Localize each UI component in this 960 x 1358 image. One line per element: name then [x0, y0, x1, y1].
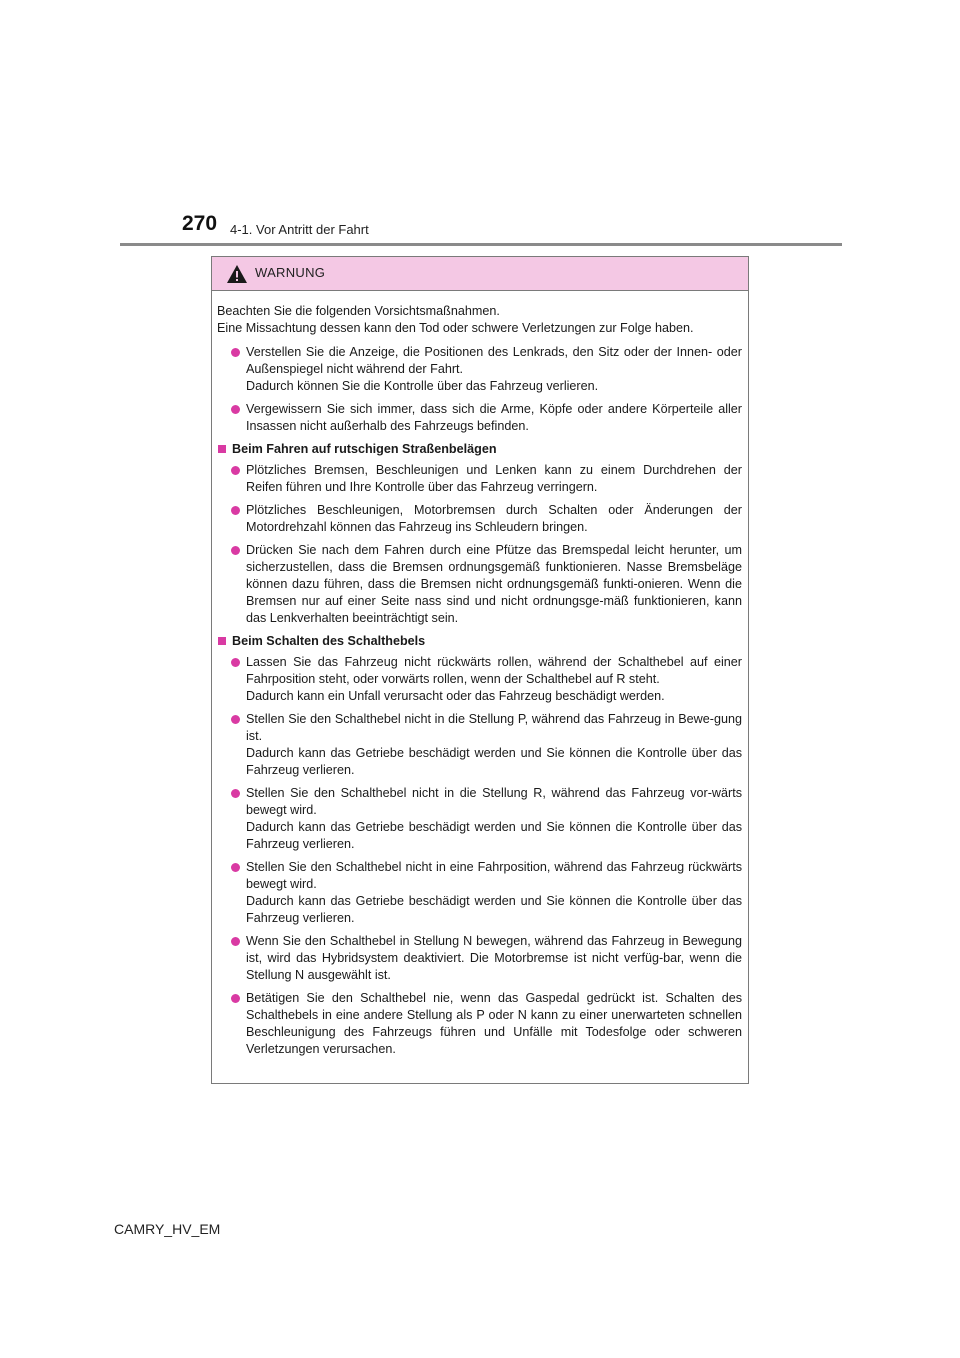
- bullet-dot-icon: [231, 863, 240, 872]
- warning-intro: [217, 303, 742, 337]
- bullet-text: Stellen Sie den Schalthebel nicht in die Stellung P, während das Fahrzeug in Bewe-gung ist.: [246, 712, 742, 743]
- subsection-heading: [217, 633, 742, 650]
- bullet-text: Stellen Sie den Schalthebel nicht in die Stellung R, während das Fahrzeug vor-wärts bewegt wird.: [246, 786, 742, 817]
- bullet-text: Vergewissern Sie sich immer, dass sich die Arme, Köpfe oder andere Körperteile aller Insassen nicht außerhalb des Fahrzeugs befinden.: [246, 402, 742, 433]
- page-header: [182, 212, 882, 242]
- bullet-dot-icon: [231, 405, 240, 414]
- list-item: [217, 933, 742, 984]
- warning-body: [212, 291, 748, 1058]
- subsection-heading-text: Beim Schalten des Schalthebels: [232, 634, 426, 648]
- intro-line: Eine Missachtung dessen kann den Tod oder schwere Verletzungen zur Folge haben.: [217, 321, 694, 335]
- intro-line: Beachten Sie die folgenden Vorsichtsmaßnahmen.: [217, 304, 500, 318]
- bullet-text: Verstellen Sie die Anzeige, die Positionen des Lenkrads, den Sitz oder der Innen- oder Außenspiegel nicht während der Fahrt.: [246, 345, 742, 376]
- bullet-dot-icon: [231, 994, 240, 1003]
- bullet-text: Dadurch können Sie die Kontrolle über das Fahrzeug verlieren.: [246, 379, 599, 393]
- warning-box: [211, 256, 749, 1084]
- bullet-text: Dadurch kann ein Unfall verursacht oder das Fahrzeug beschädigt werden.: [246, 689, 665, 703]
- bullet-dot-icon: [231, 658, 240, 667]
- bullet-text: Wenn Sie den Schalthebel in Stellung N bewegen, während das Fahrzeug in Bewegung ist, wird das Hybridsystem deaktiviert. Die Motorbremse ist nicht verfüg-bar, wenn die Stellung N ausgewählt ist.: [246, 934, 742, 982]
- header-rule: [120, 243, 842, 246]
- bullet-text: Plötzliches Bremsen, Beschleunigen und Lenken kann zu einem Durchdrehen der Reifen führen und Ihre Kontrolle über das Fahrzeug verringern.: [246, 463, 742, 494]
- section-title: 4-1. Vor Antritt der Fahrt: [230, 222, 369, 237]
- bullet-text: Betätigen Sie den Schalthebel nie, wenn das Gaspedal gedrückt ist. Schalten des Schalthebels in eine andere Stellung als P oder N kann zu einer unerwarteten schnellen Beschleunigung des Fahrzeugs führen und Unfälle mit Todesfolge oder schweren Verletzungen verursachen.: [246, 991, 742, 1056]
- subsection-heading-text: Beim Fahren auf rutschigen Straßenbelägen: [232, 442, 497, 456]
- bullet-text: Dadurch kann das Getriebe beschädigt werden und Sie können die Kontrolle über das Fahrzeug verlieren.: [246, 820, 742, 851]
- bullet-dot-icon: [231, 789, 240, 798]
- bullet-text: Drücken Sie nach dem Fahren durch eine Pfütze das Bremspedal leicht herunter, um sicherzustellen, dass die Bremsen ordnungsgemäß funktionieren. Nasse Bremsbeläge können dazu führen, dass die Bremsen nicht ordnungsgemäß funkti-onieren. Wenn die Bremsen nur auf einer Seite nass sind und nicht ordnungsge-mäß funktionieren, kann das Lenkverhalten beeinträchtigt sein.: [246, 543, 742, 625]
- bullet-dot-icon: [231, 715, 240, 724]
- list-item: [217, 711, 742, 779]
- list-item: [217, 462, 742, 496]
- bullet-dot-icon: [231, 466, 240, 475]
- list-item: [217, 785, 742, 853]
- bullet-text: Dadurch kann das Getriebe beschädigt werden und Sie können die Kontrolle über das Fahrzeug verlieren.: [246, 894, 742, 925]
- list-item: [217, 401, 742, 435]
- subsection-heading: [217, 441, 742, 458]
- bullet-dot-icon: [231, 937, 240, 946]
- list-item: [217, 542, 742, 627]
- bullet-dot-icon: [231, 546, 240, 555]
- warning-triangle-icon: [226, 264, 248, 284]
- model-code: CAMRY_HV_EM: [114, 1221, 221, 1237]
- list-item: [217, 344, 742, 395]
- list-item: [217, 502, 742, 536]
- list-item: [217, 859, 742, 927]
- bullet-dot-icon: [231, 348, 240, 357]
- bullet-text: Dadurch kann das Getriebe beschädigt werden und Sie können die Kontrolle über das Fahrzeug verlieren.: [246, 746, 742, 777]
- bullet-text: Plötzliches Beschleunigen, Motorbremsen durch Schalten oder Änderungen der Motordrehzahl können das Fahrzeug ins Schleudern bringen.: [246, 503, 742, 534]
- square-bullet-icon: [218, 637, 226, 645]
- page-number: 270: [182, 212, 218, 235]
- bullet-text: Lassen Sie das Fahrzeug nicht rückwärts rollen, während der Schalthebel auf einer Fahrposition steht, oder vorwärts rollen, wenn der Schalthebel auf R steht.: [246, 655, 742, 686]
- warning-title: WARNUNG: [255, 265, 326, 280]
- warning-header: [212, 257, 748, 291]
- bullet-dot-icon: [231, 506, 240, 515]
- list-item: [217, 654, 742, 705]
- bullet-text: Stellen Sie den Schalthebel nicht in eine Fahrposition, während das Fahrzeug rückwärts bewegt wird.: [246, 860, 742, 891]
- list-item: [217, 990, 742, 1058]
- square-bullet-icon: [218, 445, 226, 453]
